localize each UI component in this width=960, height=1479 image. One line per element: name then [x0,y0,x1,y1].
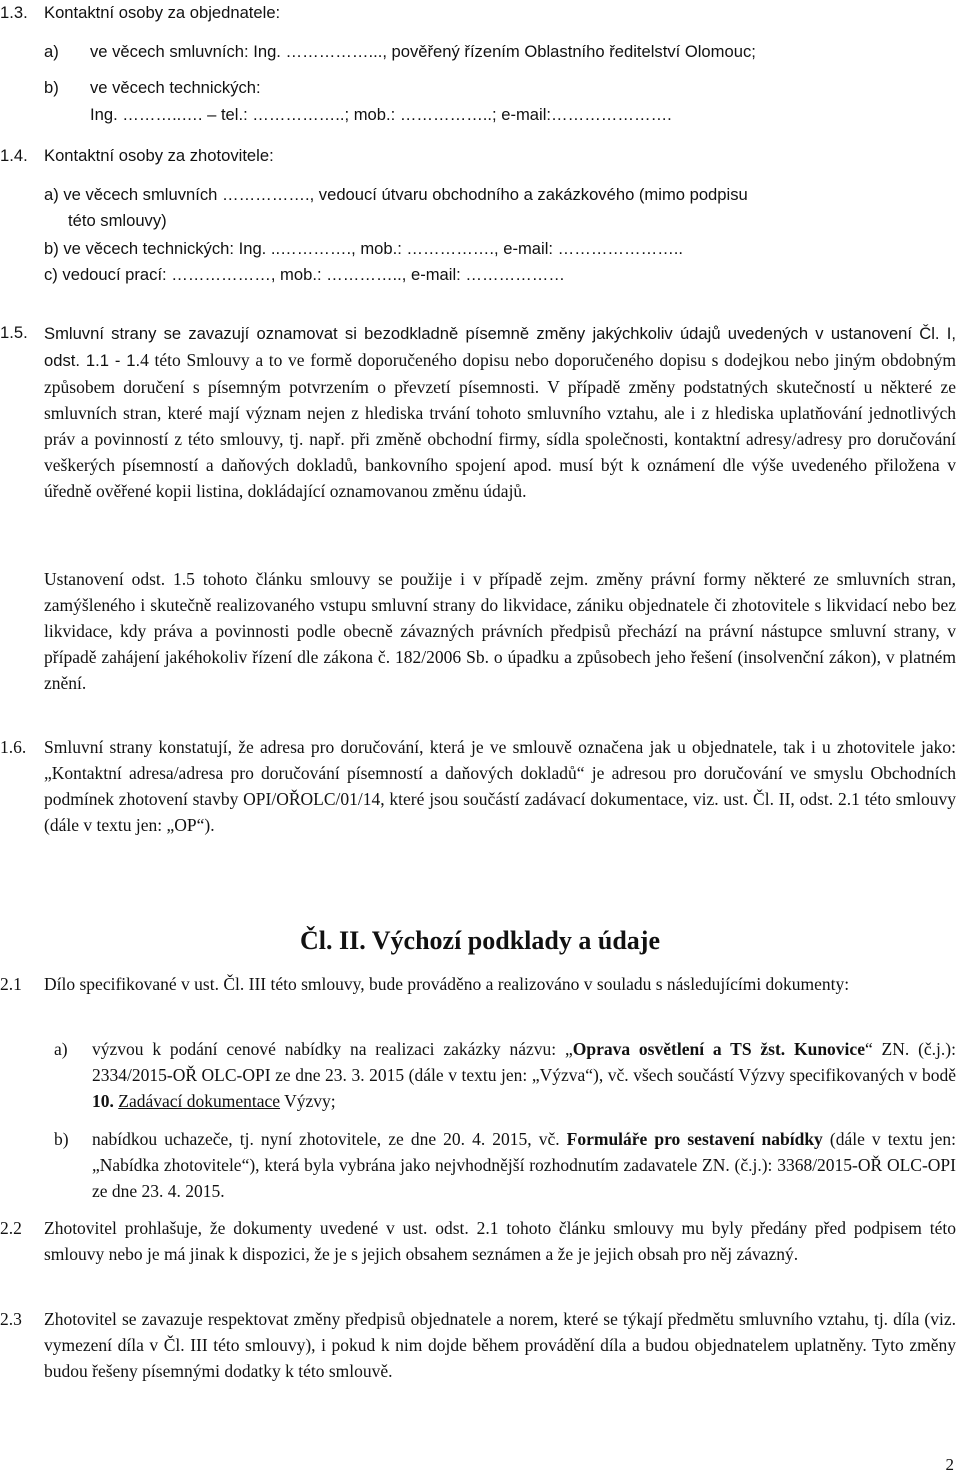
section-1-3-b-text: ve věcech technických: [90,78,261,97]
page-number: 2 [945,1455,954,1474]
section-1-5-number: 1.5. [0,323,28,342]
section-1-4-title: Kontaktní osoby za zhotovitele: [44,146,274,165]
section-2-3-paragraph: Zhotovitel se zavazuje respektovat změny předpisů objednatele a norem, které se týkají předmětu smluvního vztahu, tj. díla (viz. vymezení díla v Čl. III této smlouvy), i pokud k nim dojde během provádění díla a budou objednatelem uplatněny. Tyto změny budou řešeny písemnými dodatky k této smlouvě. [44,1309,956,1381]
section-1-5-paragraph-1 [44,320,956,504]
section-1-4-c-line: c) vedoucí prací: ………………, mob.: ………….., e-mail: ……………… [44,265,565,284]
section-2-1-intro: Dílo specifikované v ust. Čl. III této smlouvy, bude prováděno a realizováno v souladu s následujícími dokumenty: [44,974,850,994]
project-name: Oprava osvětlení a TS žst. Kunovice [572,1039,865,1059]
section-2-1-b-text [92,1126,956,1204]
tender-documentation-label: Zadávací dokumentace [118,1091,281,1111]
section-2-2-paragraph: Zhotovitel prohlašuje, že dokumenty uvedené v ust. odst. 2.1 tohoto článku smlouvy mu byly předány před podpisem této smlouvy nebo je má jinak k dispozici, že je s jejich obsahem seznámen a že je jejich obsah pro něj závazný. [44,1218,956,1264]
section-2-1-b-part1: nabídkou uchazeče, tj. nyní zhotovitele, ze dne 20. 4. 2015, vč. [92,1129,567,1149]
offer-form-label: Formuláře pro sestavení nabídky [566,1129,823,1149]
section-1-4-number: 1.4. [0,146,28,165]
section-1-3-a-text: ve věcech smluvních: Ing. ……………..., pověřený řízením Oblastního ředitelství Olomouc; [90,42,756,61]
section-1-4-a-line1: a) ve věcech smluvních ……………., vedoucí útvaru obchodního a zakázkového (mimo podpisu [44,185,748,204]
article-2-heading: Čl. II. Výchozí podklady a údaje [300,926,660,955]
section-1-5-paragraph-2: Ustanovení odst. 1.5 tohoto článku smlouvy se použije i v případě zejm. změny právní formy některé ze smluvních stran, zamýšleného i skutečně realizovaného vstupu smluvní strany do likvidace, zániku objednatele či zhotovitele s likvidací nebo bez likvidace, kdy práva a povinnosti podle obecně závazných právních předpisů přechází na právní nástupce smluvní strany, v případě zahájení jakéhokoliv řízení dle zákona č. 182/2006 Sb. o úpadku a způsobech jeho řešení (insolvenční zákon), v platném znění. [44,569,956,693]
section-1-3-a-label: a) [44,42,59,61]
section-1-3-b-contact: Ing. ………..…. – tel.: ……………..; mob.: ……………..; e-mail:…………………. [90,105,672,124]
section-1-5-serif-text: 4 této Smlouvy a to ve formě doporučeného dopisu nebo doporučeného dopisu s dodejkou nebo jiným obdobným způsobem doručení s písemným potvrzením o převzetí písemnosti. V případě změny podstatných skutečností u některé ze smluvních stran, které mají význam nejen z hlediska trvání tohoto smluvního vztahu, ale i z hlediska uplatňování jednotlivých práv a povinností z této smlouvy, tj. např. při změně obchodní firmy, sídla společnosti, kontaktní adresy/adresy pro doručování veškerých písemností a daňových dokladů, bankovního spojení apod. musí být k oznámení dle výše uvedeného přiložena v úředně ověřené kopii listina, dokládající oznamovanou změnu údajů. [44,350,956,501]
section-2-3-number: 2.3 [0,1309,22,1329]
section-2-1-a-part3: Výzvy; [280,1091,336,1111]
section-1-3-number: 1.3. [0,3,28,22]
point-number: 10. [92,1091,114,1111]
section-2-1-number: 2.1 [0,974,22,994]
section-1-4-b-line: b) ve věcech technických: Ing. ..…………., mob.: ……………., e-mail: ………………….. [44,239,684,258]
section-2-1-b-part2: (dále v textu jen: „Nabídka zhotovitele“), která byla vybrána jako nejvhodnější rozhodnutím zadavatele ZN. (č.j.): 3368/2015-OŘ OLC-OPI ze dne 23. 4. 2015. [92,1129,957,1201]
section-1-3-title: Kontaktní osoby za objednatele: [44,3,281,22]
section-2-1-a-part1: výzvou k podání cenové nabídky na realizaci zakázky názvu: „ [92,1039,573,1059]
section-2-1-a-text [92,1036,956,1114]
section-2-1-b-label: b) [54,1129,69,1149]
section-1-5-sans-text: Smluvní strany se zavazují oznamovat si bezodkladně písemně změny jakýchkoliv údajů uvedených v ustanovení Čl. I, odst. 1.1 - 1. [44,324,956,370]
section-2-2-number: 2.2 [0,1218,22,1238]
section-1-4-a-line2: této smlouvy) [68,211,167,230]
section-2-1-a-part2: “ ZN. (č.j.): 2334/2015-OŘ OLC-OPI ze dne 23. 3. 2015 (dále v textu jen: „Výzva“), vč. všech součástí Výzvy specifikovaných v bodě [92,1039,956,1085]
section-2-1-a-label: a) [54,1039,68,1059]
section-1-6-number: 1.6. [0,737,27,757]
section-1-6-paragraph: Smluvní strany konstatují, že adresa pro doručování, která je ve smlouvě označena jak u objednatele, tak i u zhotovitele jako: „Kontaktní adresa/adresa pro doručování písemností a daňových dokladů“ je adresou pro doručování ve smyslu Obchodních podmínek zhotovení stavby OPI/OŘOLC/01/14, které jsou součástí zadávací dokumentace, viz. ust. Čl. II, odst. 2.1 této smlouvy (dále v textu jen: „OP“). [44,737,956,835]
section-1-3-b-label: b) [44,78,59,97]
